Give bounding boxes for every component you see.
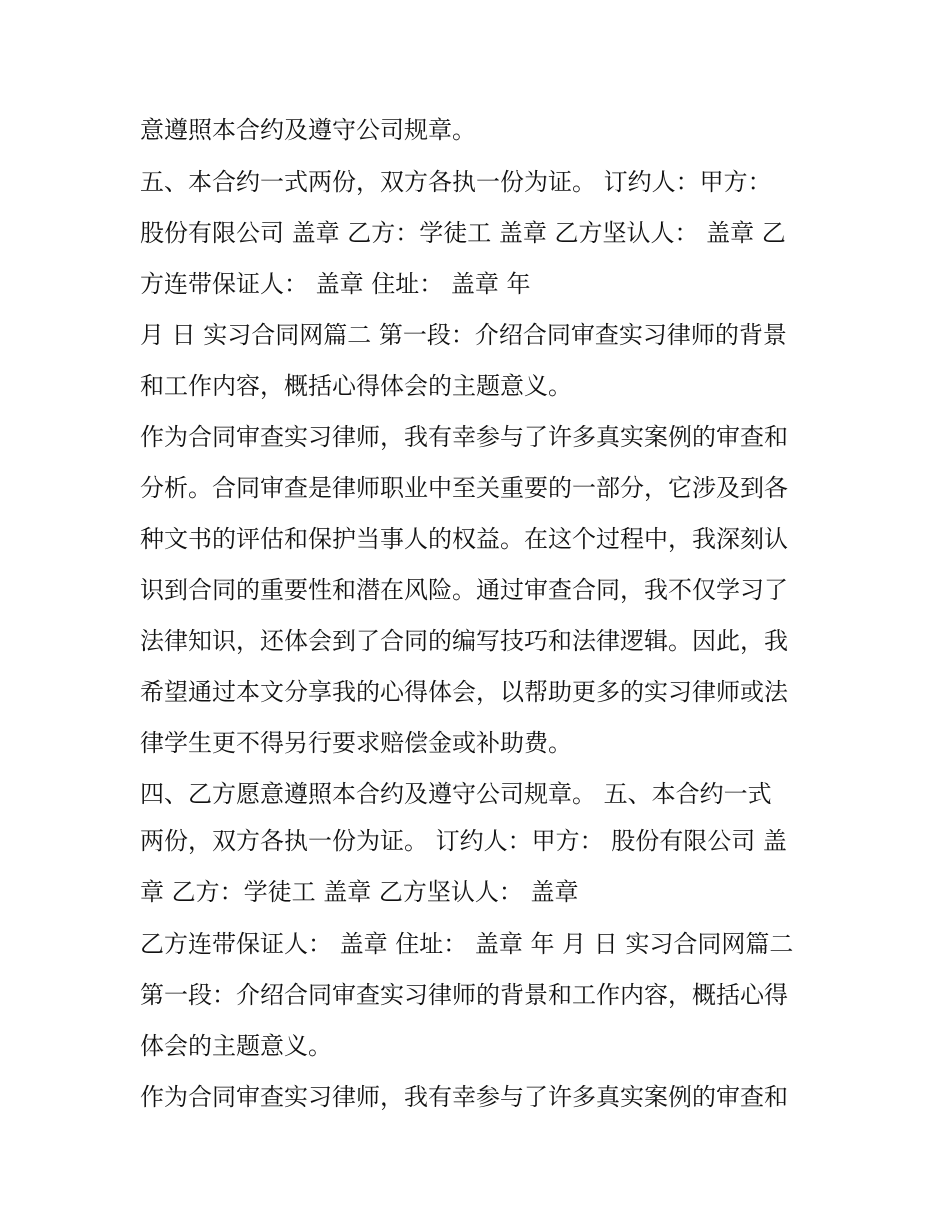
- text-line-19: 体会的主题意义。: [140, 1032, 332, 1060]
- text-line-5: 月 日 实习合同网篇二 第一段：介绍合同审查实习律师的背景: [140, 321, 787, 349]
- text-line-17: 乙方连带保证人： 盖章 住址： 盖章 年 月 日 实习合同网篇二: [140, 930, 794, 958]
- text-line-3: 股份有限公司 盖章 乙方：学徒工 盖章 乙方坚认人： 盖章 乙: [140, 219, 786, 247]
- text-line-7: 作为合同审查实习律师，我有幸参与了许多真实案例的审查和: [140, 423, 788, 451]
- text-line-13: 律学生更不得另行要求赔偿金或补助费。: [140, 729, 572, 757]
- text-line-14: 四、乙方愿意遵照本合约及遵守公司规章。 五、本合约一式: [140, 780, 772, 808]
- text-line-1: 意遵照本合约及遵守公司规章。: [140, 116, 476, 144]
- text-line-8: 分析。合同审查是律师职业中至关重要的一部分，它涉及到各: [140, 474, 788, 502]
- text-line-15: 两份，双方各执一份为证。 订约人：甲方： 股份有限公司 盖: [140, 827, 787, 855]
- text-line-9: 种文书的评估和保护当事人的权益。在这个过程中，我深刻认: [140, 525, 788, 553]
- text-line-11: 法律知识，还体会到了合同的编写技巧和法律逻辑。因此，我: [140, 627, 788, 655]
- text-line-10: 识到合同的重要性和潜在风险。通过审查合同，我不仅学习了: [140, 576, 788, 604]
- text-line-16: 章 乙方：学徒工 盖章 乙方坚认人： 盖章: [140, 878, 579, 906]
- text-line-12: 希望通过本文分享我的心得体会，以帮助更多的实习律师或法: [140, 678, 788, 706]
- text-line-6: 和工作内容，概括心得体会的主题意义。: [140, 372, 572, 400]
- text-line-20: 作为合同审查实习律师，我有幸参与了许多真实案例的审查和: [140, 1083, 788, 1111]
- text-line-4: 方连带保证人： 盖章 住址： 盖章 年: [140, 270, 531, 298]
- text-line-2: 五、本合约一式两份，双方各执一份为证。 订约人：甲方：: [140, 168, 772, 196]
- text-line-18: 第一段：介绍合同审查实习律师的背景和工作内容，概括心得: [140, 981, 788, 1009]
